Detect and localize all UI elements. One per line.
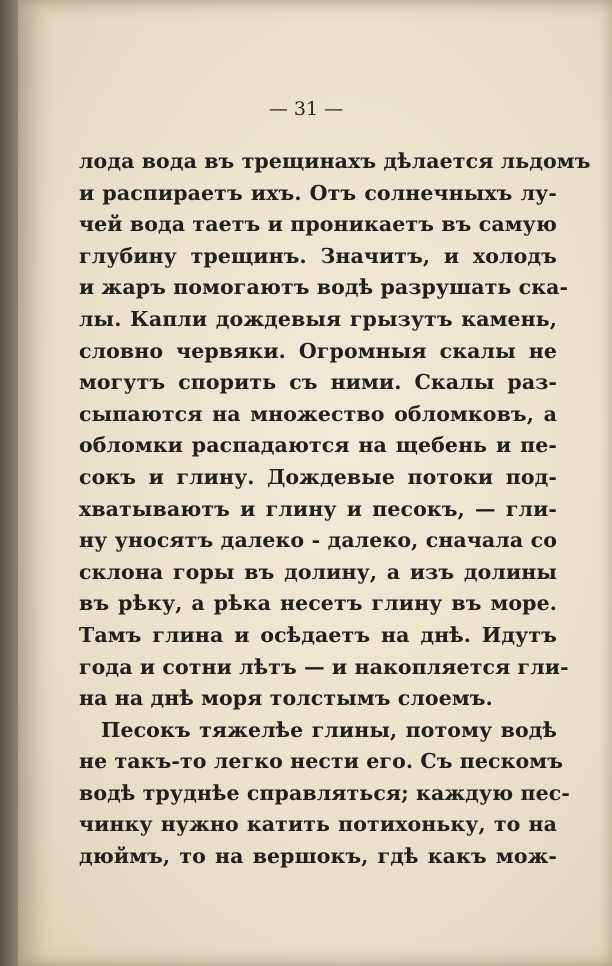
text-line: склона горы въ долину, а изъ долины bbox=[79, 559, 557, 584]
text-line: сокъ и глину. Дождевые потоки под- bbox=[79, 464, 557, 489]
text-line: чей вода таетъ и проникаетъ въ самую bbox=[79, 212, 557, 237]
book-gutter bbox=[0, 0, 18, 966]
paragraph-end-line: на на днѣ моря толстымъ слоемъ. bbox=[79, 686, 493, 711]
text-line: могутъ спорить съ ними. Скалы раз- bbox=[79, 370, 557, 395]
text-line: водѣ труднѣе справляться; каждую пес- bbox=[79, 780, 570, 805]
body-text bbox=[79, 146, 591, 873]
text-line: лода вода въ трещинахъ дѣлается льдомъ bbox=[79, 149, 591, 173]
text-line: не такъ-то легко нести его. Съ пескомъ bbox=[79, 749, 564, 774]
text-line: и жаръ помогаютъ водѣ разрушать ска- bbox=[79, 275, 569, 300]
text-line: въ рѣку, а рѣка несетъ глину въ море. bbox=[79, 591, 557, 616]
text-line: хватываютъ и глину и песокъ, — гли- bbox=[79, 496, 557, 521]
text-line: и распираетъ ихъ. Отъ солнечныхъ лу- bbox=[79, 180, 557, 205]
text-line: чинку нужно катить потихоньку, то на bbox=[79, 812, 557, 837]
text-line: лы. Капли дождевыя грызутъ камень, bbox=[79, 306, 557, 331]
text-line: сыпаются на множество обломковъ, а bbox=[79, 401, 557, 426]
text-line: дюймъ, то на вершокъ, гдѣ какъ мож- bbox=[79, 844, 557, 869]
text-line: ну уносятъ далеко - далеко, сначала со bbox=[79, 528, 557, 553]
paragraph-start-line: Песокъ тяжелѣе глины, потому водѣ bbox=[101, 717, 557, 742]
page-number: — 31 — bbox=[268, 98, 344, 120]
text-line: словно червяки. Огромныя скалы не bbox=[79, 338, 557, 363]
text-line: глубину трещинъ. Значитъ, и холодъ bbox=[79, 243, 557, 268]
text-line: Тамъ глина и осѣдаетъ на днѣ. Идутъ bbox=[79, 622, 557, 647]
text-line: обломки распадаются на щебень и пе- bbox=[79, 433, 557, 458]
text-line: года и сотни лѣтъ — и накопляется гли- bbox=[79, 654, 569, 679]
